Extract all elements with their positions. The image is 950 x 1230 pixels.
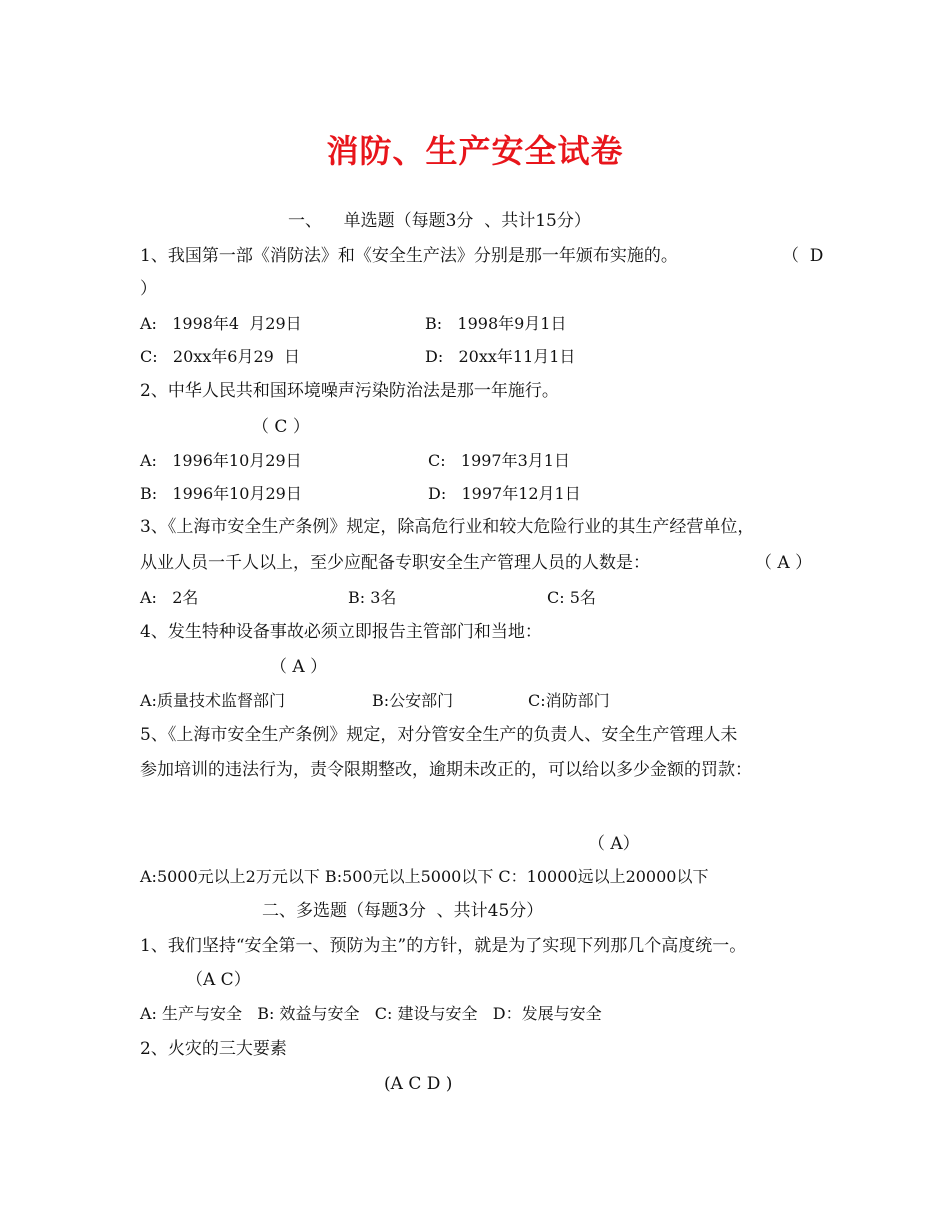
question-5-answer: （ A）: [588, 834, 640, 854]
question-1-answer-close: ）: [140, 279, 157, 299]
question-1-option-a: A: 1998年4 月29日: [140, 314, 302, 333]
question-5-options: A:5000元以上2万元以下 B:500元以上5000以下 C：10000远以上20000以下: [140, 867, 709, 886]
section-heading-multiple-choice: 二、多选题（每题3分 、共计45分）: [262, 901, 544, 921]
multi-question-1-answer: （A C）: [186, 970, 251, 990]
question-1-option-b: B: 1998年9月1日: [425, 314, 567, 333]
question-3-option-c: C: 5名: [547, 588, 596, 607]
multi-question-1-text: 1、我们坚持“安全第一、预防为主”的方针，就是为了实现下列那几个高度统一。: [140, 936, 747, 956]
question-2-option-d: D: 1997年12月1日: [428, 484, 581, 503]
question-4-option-b: B:公安部门: [372, 691, 454, 710]
multi-question-2-text: 2、火灾的三大要素: [140, 1039, 287, 1059]
page-title: 消防、生产安全试卷: [326, 132, 624, 170]
question-3-answer: （ A ）: [755, 553, 813, 573]
question-1-option-c: C: 20xx年6月29 日: [140, 347, 301, 366]
question-4-option-a: A:质量技术监督部门: [140, 691, 285, 710]
question-1-text: 1、我国第一部《消防法》和《安全生产法》分别是那一年颁布实施的。: [140, 246, 678, 266]
question-3-text-line-1: 3、《上海市安全生产条例》规定，除高危行业和较大危险行业的其生产经营单位，: [140, 517, 755, 537]
multi-question-2-answer: (A C D ): [384, 1074, 453, 1094]
question-4-answer: （ A ）: [270, 657, 328, 677]
question-2-option-c: C: 1997年3月1日: [428, 451, 570, 470]
question-2-option-a: A: 1996年10月29日: [140, 451, 302, 470]
question-4-option-c: C:消防部门: [528, 691, 610, 710]
question-1-option-d: D: 20xx年11月1日: [425, 347, 576, 366]
question-2-text: 2、中华人民共和国环境噪声污染防治法是那一年施行。: [140, 381, 559, 401]
question-4-text: 4、发生特种设备事故必须立即报告主管部门和当地：: [140, 622, 542, 642]
question-5-text-line-1: 5、《上海市安全生产条例》规定，对分管安全生产的负责人、安全生产管理人未: [140, 725, 738, 745]
question-3-option-a: A: 2名: [140, 588, 199, 607]
section-heading-single-choice: 一、 单选题（每题3分 、共计15分）: [288, 211, 591, 231]
multi-question-1-options: A: 生产与安全 B: 效益与安全 C: 建设与安全 D：发展与安全: [140, 1004, 602, 1023]
question-3-option-b: B: 3名: [348, 588, 397, 607]
question-1-answer: （ D: [782, 246, 824, 266]
question-3-text-line-2: 从业人员一千人以上，至少应配备专职安全生产管理人员的人数是：: [140, 553, 650, 573]
question-5-text-line-2: 参加培训的违法行为，责令限期整改，逾期未改正的，可以给以多少金额的罚款：: [140, 760, 752, 780]
question-2-answer: （ C ）: [252, 417, 310, 437]
question-2-option-b: B: 1996年10月29日: [140, 484, 302, 503]
